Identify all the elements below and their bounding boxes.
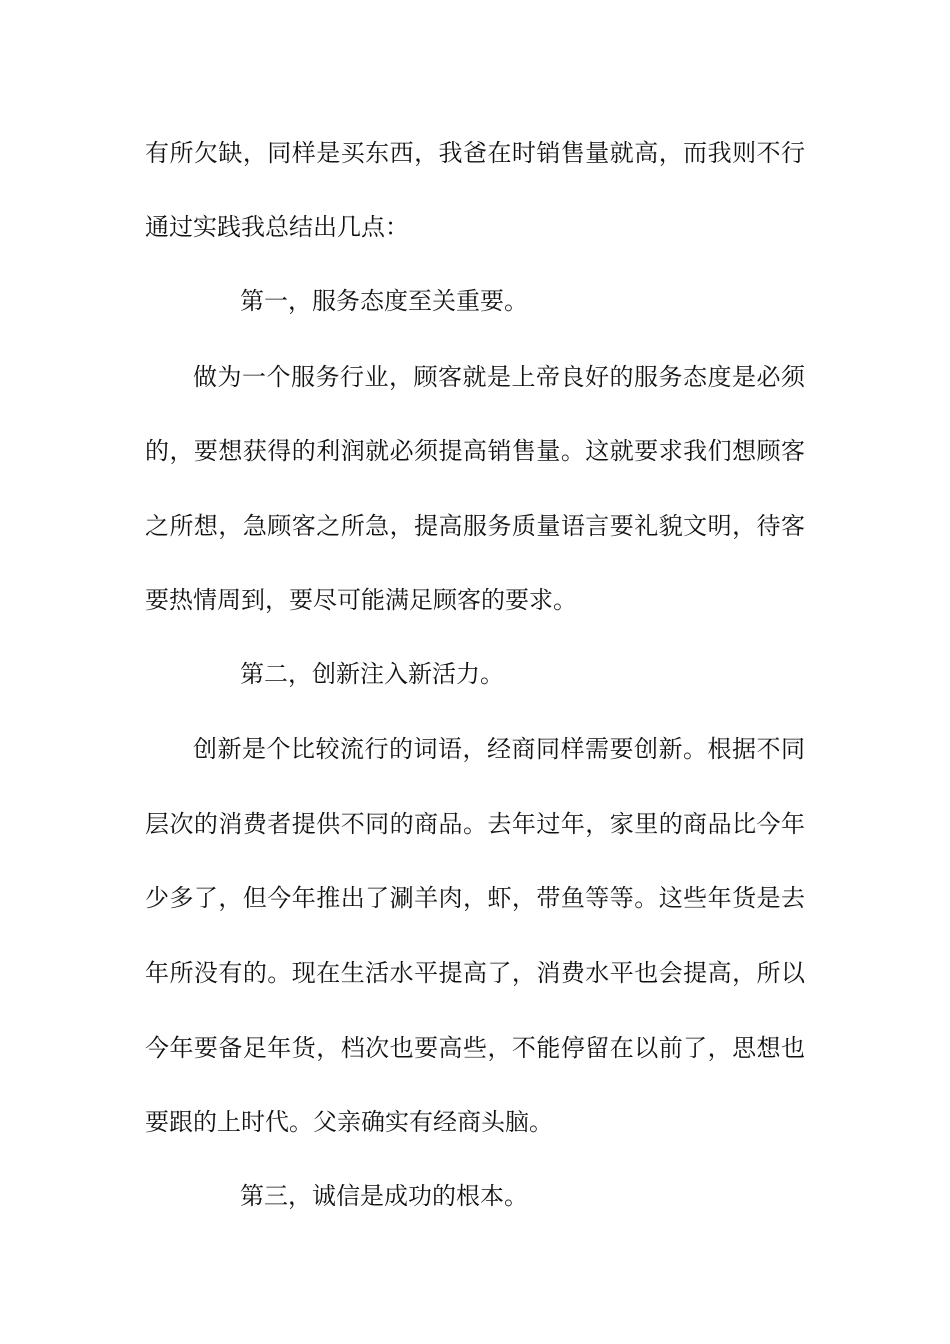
section-heading-3: 第三，诚信是成功的根本。 bbox=[240, 1182, 528, 1210]
text-line: 之所想，急顾客之所急，提高服务质量语言要礼貌文明，待客 bbox=[145, 512, 805, 540]
section-heading-1: 第一，服务态度至关重要。 bbox=[240, 287, 528, 315]
text-line: 通过实践我总结出几点： bbox=[145, 213, 409, 241]
text-line: 年所没有的。现在生活水平提高了，消费水平也会提高，所以 bbox=[145, 959, 805, 987]
text-line: 要热情周到，要尽可能满足顾客的要求。 bbox=[145, 586, 577, 614]
section-heading-2: 第二，创新注入新活力。 bbox=[240, 660, 504, 688]
text-line: 创新是个比较流行的词语，经商同样需要创新。根据不同 bbox=[193, 735, 805, 763]
text-line: 的，要想获得的利润就必须提高销售量。这就要求我们想顾客 bbox=[145, 437, 805, 465]
text-line: 做为一个服务行业，顾客就是上帝良好的服务态度是必须 bbox=[193, 363, 805, 391]
text-line: 少多了，但今年推出了涮羊肉，虾，带鱼等等。这些年货是去 bbox=[145, 884, 805, 912]
text-line: 今年要备足年货，档次也要高些，不能停留在以前了，思想也 bbox=[145, 1034, 805, 1062]
text-line: 要跟的上时代。父亲确实有经商头脑。 bbox=[145, 1108, 553, 1136]
text-line: 有所欠缺，同样是买东西，我爸在时销售量就高，而我则不行 bbox=[145, 139, 805, 167]
text-line: 层次的消费者提供不同的商品。去年过年，家里的商品比今年 bbox=[145, 810, 805, 838]
